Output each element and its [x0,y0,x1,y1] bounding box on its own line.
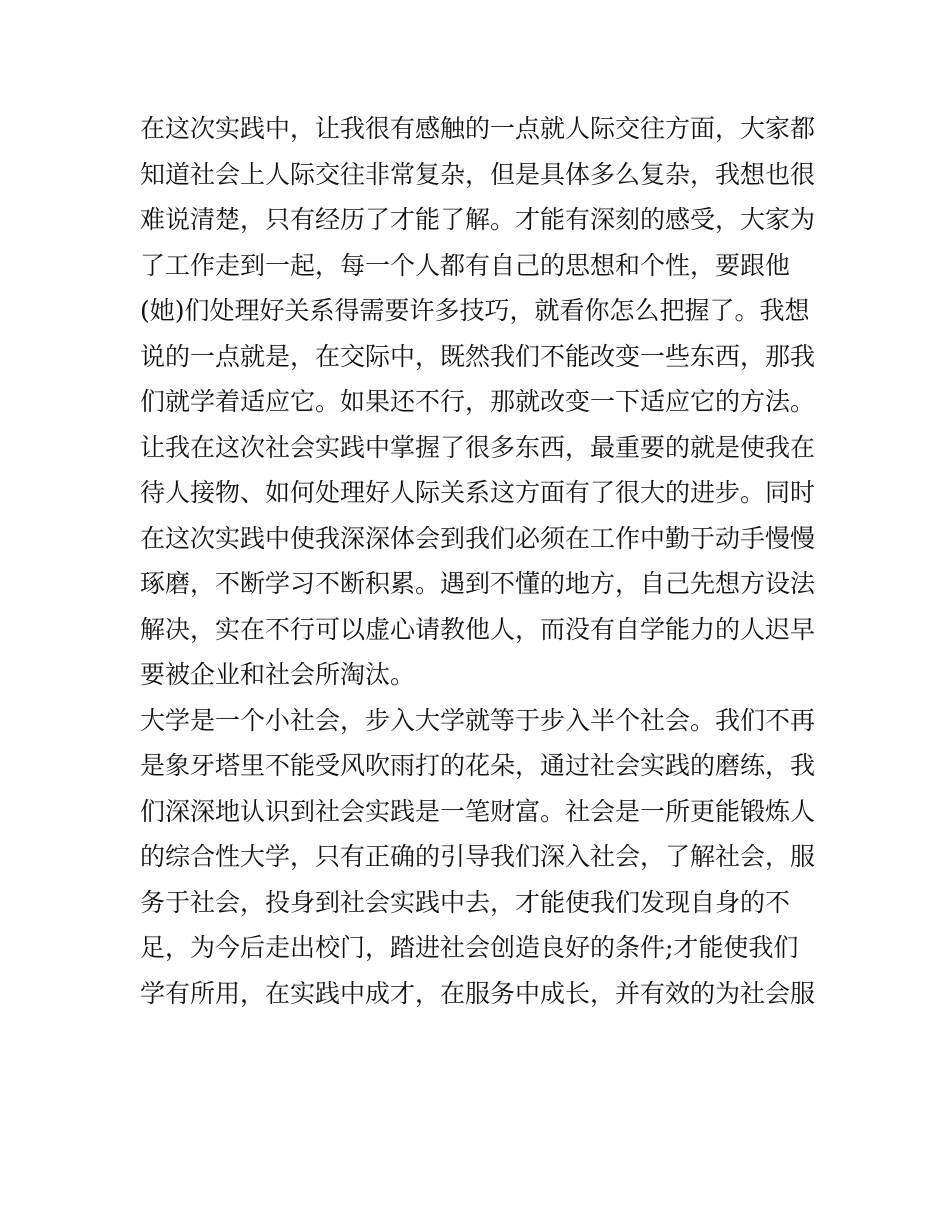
text-line: 在这次实践中使我深深体会到我们必须在工作中勤于动手慢慢 [140,523,816,553]
text-line: (她)们处理好关系得需要许多技巧，就看你怎么把握了。我想 [140,296,810,325]
text-line: 足，为今后走出校门，踏进社会创造良好的条件;才能使我们 [140,933,799,962]
document-body-text [140,106,820,1016]
text-line: 让我在这次社会实践中掌握了很多东西，最重要的就是使我在 [140,432,816,462]
text-line: 的综合性大学，只有正确的引导我们深入社会，了解社会，服 [140,842,816,871]
text-line: 们深深地认识到社会实践是一笔财富。社会是一所更能锻炼人 [140,796,816,826]
text-line: 们就学着适应它。如果还不行，那就改变一下适应它的方法。 [140,387,816,416]
text-line: 务于社会，投身到社会实践中去，才能使我们发现自身的不 [140,887,791,917]
text-line: 琢磨，不断学习不断积累。遇到不懂的地方，自己先想方设法 [140,569,816,598]
text-line: 大学是一个小社会，步入大学就等于步入半个社会。我们不再 [140,705,816,735]
text-line: 学有所用，在实践中成才，在服务中成长，并有效的为社会服 [140,978,816,1008]
text-line: 说的一点就是，在交际中，既然我们不能改变一些东西，那我 [140,341,816,371]
text-line: 在这次实践中，让我很有感触的一点就人际交往方面，大家都 [140,114,816,143]
text-line: 解决，实在不行可以虚心请教他人，而没有自学能力的人迟早 [140,614,816,644]
text-line: 要被企业和社会所淘汰。 [140,660,416,689]
text-line: 知道社会上人际交往非常复杂，但是具体多么复杂，我想也很 [140,159,816,189]
text-line: 待人接物、如何处理好人际关系这方面有了很大的进步。同时 [140,478,816,507]
text-line: 了工作走到一起，每一个人都有自己的思想和个性，要跟他 [140,250,791,280]
text-line: 是象牙塔里不能受风吹雨打的花朵，通过社会实践的磨练，我 [140,751,816,780]
text-line: 难说清楚，只有经历了才能了解。才能有深刻的感受，大家为 [140,205,816,234]
